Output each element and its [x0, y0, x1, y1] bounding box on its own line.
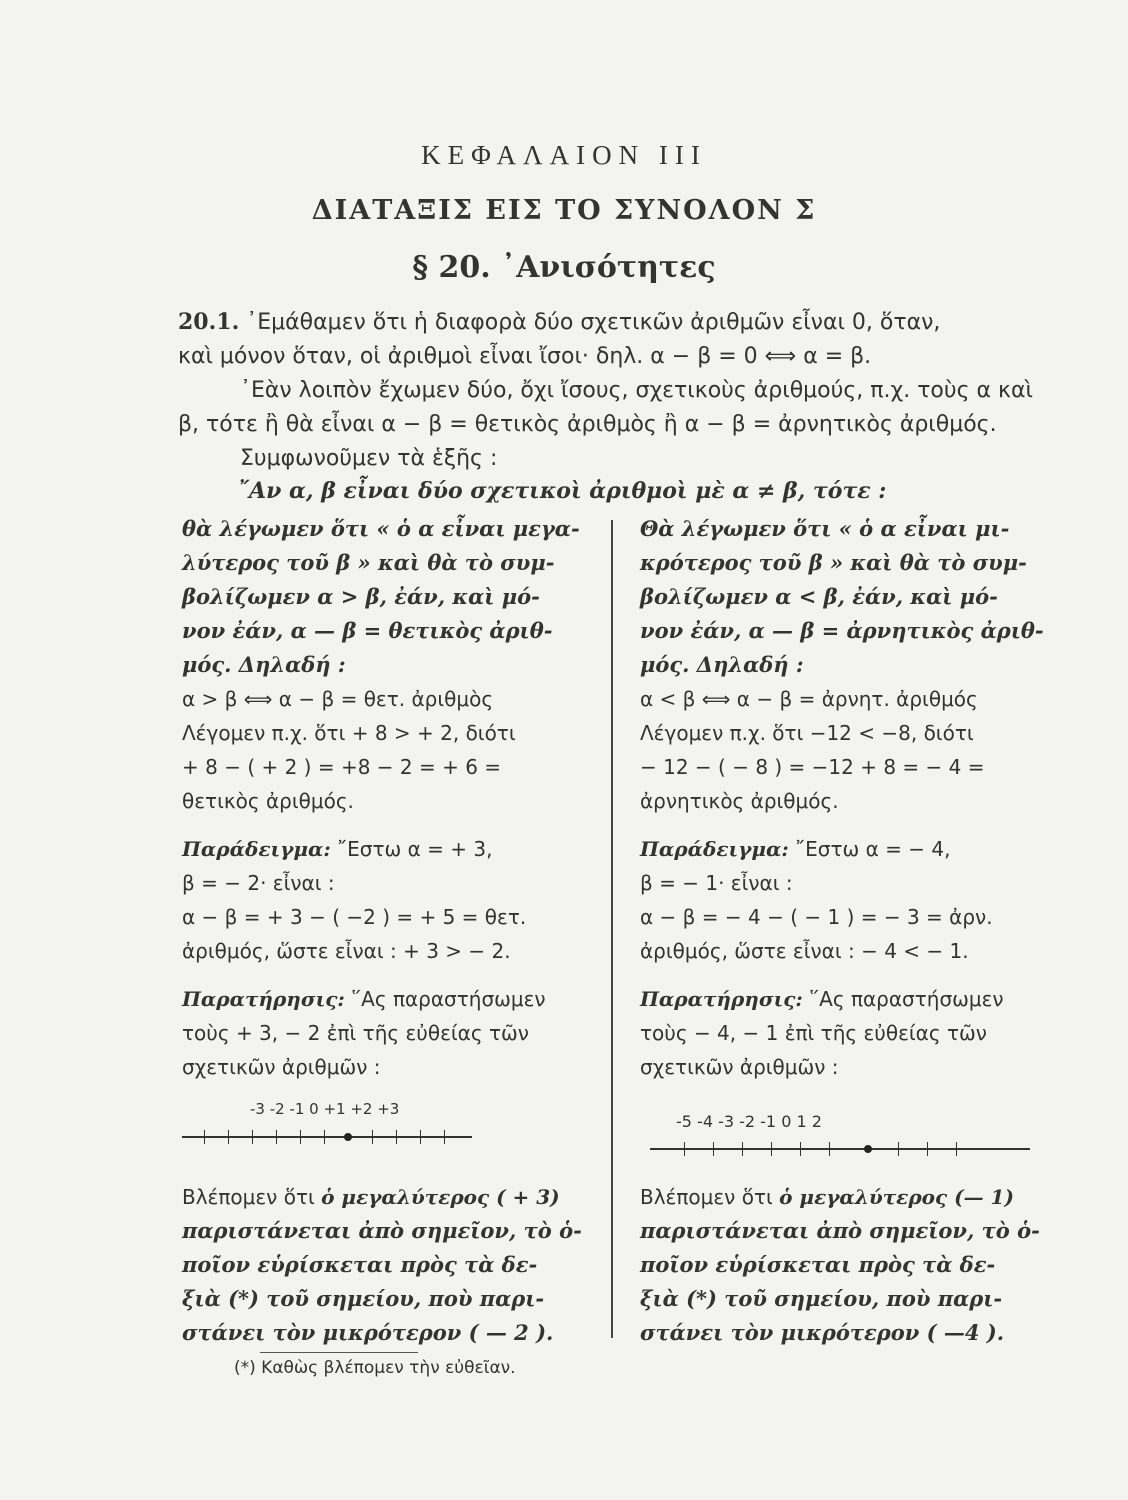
tick	[396, 1130, 397, 1144]
tick	[300, 1130, 301, 1144]
intro-line-3: ᾿Εὰν λοιπὸν ἔχωμεν δύο, ὄχι ἴσους, σχετικοὺς ἀριθμούς, π.χ. τοὺς α καὶ	[240, 378, 1033, 403]
footnote-rule	[260, 1352, 418, 1353]
right-example-4: ἀριθμός, ὥστε εἶναι : − 4 < − 1.	[640, 939, 969, 963]
left-conclusion	[182, 1180, 592, 1350]
right-observation-1	[640, 982, 1050, 1016]
section-heading: § 20. ᾿Ανισότητες	[412, 250, 716, 285]
left-conclusion-3: ποῖον εὑρίσκεται πρὸς τὰ δε-	[182, 1252, 538, 1277]
tick	[713, 1142, 714, 1156]
left-def-5: μός. Δηλαδή :	[182, 652, 346, 677]
left-def-2: λύτερος τοῦ β » καὶ θὰ τὸ συμ-	[182, 550, 555, 575]
chapter-title: ΔΙΑΤΑΞΙΣ ΕΙΣ ΤΟ ΣΥΝΟΛΟΝ Σ	[311, 195, 817, 226]
right-conclusion-1	[640, 1180, 1050, 1214]
tick	[276, 1130, 277, 1144]
right-def-3: βολίζωμεν α < β, ἐάν, καὶ μό-	[640, 584, 998, 609]
lead-sentence: ῎Αν α, β εἶναι δύο σχετικοὶ ἀριθμοὶ μὲ α ≠ β, τότε :	[238, 478, 887, 504]
left-observation-1-text: ῞Ας παραστήσωμεν	[344, 987, 546, 1011]
left-eq-3: + 8 − ( + 2 ) = +8 − 2 = + 6 =	[182, 755, 502, 779]
tick	[898, 1142, 899, 1156]
left-conclusion-1	[182, 1180, 592, 1214]
column-divider	[611, 520, 613, 1338]
right-number-line-axis	[650, 1148, 1030, 1150]
left-conclusion-4: ξιὰ (*) τοῦ σημείου, ποὺ παρι-	[182, 1286, 545, 1311]
left-column	[182, 512, 592, 1084]
left-example-1	[182, 832, 592, 866]
right-eq-4: ἀρνητικὸς ἀριθμός.	[640, 789, 839, 813]
left-number-line	[182, 1100, 472, 1150]
chapter-heading: ΚΕΦΑΛΑΙΟΝ III	[421, 140, 707, 170]
tick	[252, 1130, 253, 1144]
right-conclusion-1a: Βλέπομεν ὅτι	[640, 1185, 780, 1209]
right-example-3: α − β = − 4 − ( − 1 ) = − 3 = ἀρν.	[640, 905, 993, 929]
left-observation-1	[182, 982, 592, 1016]
left-observation-3: σχετικῶν ἀριθμῶν :	[182, 1055, 381, 1079]
right-def-4: νον ἐάν, α — β = ἀρνητικὸς ἀριθ-	[640, 618, 1044, 643]
intro-line-2: καὶ μόνον ὅταν, οἱ ἀριθμοὶ εἶναι ἴσοι· δηλ. α − β = 0 ⟺ α = β.	[178, 344, 872, 369]
left-number-line-axis	[182, 1136, 472, 1138]
left-example-3: α − β = + 3 − ( −2 ) = + 5 = θετ.	[182, 905, 527, 929]
right-eq-3: − 12 − ( − 8 ) = −12 + 8 = − 4 =	[640, 755, 985, 779]
intro-line-5: Συμφωνοῦμεν τὰ ἑξῆς :	[240, 446, 498, 471]
left-eq-1: α > β ⟺ α − β = θετ. ἀριθμὸς	[182, 687, 494, 711]
left-example-4: ἀριθμός, ὥστε εἶναι : + 3 > − 2.	[182, 939, 511, 963]
tick	[684, 1142, 685, 1156]
right-observation-3: σχετικῶν ἀριθμῶν :	[640, 1055, 839, 1079]
right-example-2: β = − 1· εἶναι :	[640, 871, 793, 895]
right-column	[640, 512, 1050, 1084]
right-conclusion-5: στάνει τὸν μικρότερον ( —4 ).	[640, 1320, 1005, 1345]
zero-point-dot	[344, 1133, 352, 1141]
footnote: (*) Καθὼς βλέπομεν τὴν εὐθεῖαν.	[234, 1358, 516, 1378]
left-def-3: βολίζωμεν α > β, ἐάν, καὶ μό-	[182, 584, 540, 609]
right-def-2: κρότερος τοῦ β » καὶ θὰ τὸ συμ-	[640, 550, 1027, 575]
right-observation-1-text: ῞Ας παραστήσωμεν	[802, 987, 1004, 1011]
left-example-2: β = − 2· εἶναι :	[182, 871, 335, 895]
left-observation-label: Παρατήρησις:	[182, 987, 345, 1011]
left-eq-4: θετικὸς ἀριθμός.	[182, 789, 354, 813]
right-eq-1: α < β ⟺ α − β = ἀρνητ. ἀριθμός	[640, 687, 978, 711]
tick	[420, 1130, 421, 1144]
left-conclusion-1b: ὁ μεγαλύτερος ( + 3)	[321, 1185, 560, 1209]
left-number-line-labels: -3 -2 -1 0 +1 +2 +3	[250, 1100, 400, 1118]
left-example-label: Παράδειγμα:	[182, 837, 331, 861]
right-number-line	[650, 1112, 1030, 1162]
intro-line-1	[178, 305, 1042, 340]
tick	[829, 1142, 830, 1156]
left-def-4: νον ἐάν, α — β = θετικὸς ἀριθ-	[182, 618, 553, 643]
tick	[771, 1142, 772, 1156]
tick	[742, 1142, 743, 1156]
intro-paragraph	[178, 305, 1042, 476]
right-example-1-text: ῎Εστω α = − 4,	[788, 837, 951, 861]
right-observation-label: Παρατήρησις:	[640, 987, 803, 1011]
right-observation-2: τοὺς − 4, − 1 ἐπὶ τῆς εὐθείας τῶν	[640, 1021, 987, 1045]
right-conclusion-2: παριστάνεται ἀπὸ σημεῖον, τὸ ὁ-	[640, 1218, 1040, 1243]
left-conclusion-2: παριστάνεται ἀπὸ σημεῖον, τὸ ὁ-	[182, 1218, 582, 1243]
right-conclusion-3: ποῖον εὑρίσκεται πρὸς τὰ δε-	[640, 1252, 996, 1277]
right-eq-2: Λέγομεν π.χ. ὅτι −12 < −8, διότι	[640, 721, 974, 745]
tick	[228, 1130, 229, 1144]
right-conclusion	[640, 1180, 1050, 1350]
tick	[956, 1142, 957, 1156]
tick	[927, 1142, 928, 1156]
left-eq-2: Λέγομεν π.χ. ὅτι + 8 > + 2, διότι	[182, 721, 516, 745]
tick	[204, 1130, 205, 1144]
right-number-line-labels: -5 -4 -3 -2 -1 0 1 2	[676, 1112, 822, 1131]
left-conclusion-5: στάνει τὸν μικρότερον ( — 2 ).	[182, 1320, 554, 1345]
tick	[324, 1130, 325, 1144]
tick	[800, 1142, 801, 1156]
right-example-label: Παράδειγμα:	[640, 837, 789, 861]
right-def-1: Θὰ λέγωμεν ὅτι « ὁ α εἶναι μι-	[640, 516, 1010, 541]
tick	[444, 1130, 445, 1144]
left-example-1-text: ῎Εστω α = + 3,	[330, 837, 493, 861]
tick	[372, 1130, 373, 1144]
left-conclusion-1a: Βλέπομεν ὅτι	[182, 1185, 322, 1209]
right-conclusion-1b: ὁ μεγαλύτερος (— 1)	[779, 1185, 1014, 1209]
right-conclusion-4: ξιὰ (*) τοῦ σημείου, ποὺ παρι-	[640, 1286, 1003, 1311]
intro-line-1-text: ᾿Εμάθαμεν ὅτι ἡ διαφορὰ δύο σχετικῶν ἀριθμῶν εἶναι 0, ὅταν,	[239, 310, 941, 335]
paragraph-number: 20.1.	[178, 309, 240, 335]
right-def-5: μός. Δηλαδή :	[640, 652, 804, 677]
left-def-1: θὰ λέγωμεν ὅτι « ὁ α εἶναι μεγα-	[182, 516, 580, 541]
left-observation-2: τοὺς + 3, − 2 ἐπὶ τῆς εὐθείας τῶν	[182, 1021, 529, 1045]
zero-point-dot	[864, 1145, 872, 1153]
intro-line-4: β, τότε ἢ θὰ εἶναι α − β = θετικὸς ἀριθμὸς ἢ α − β = ἀρνητικὸς ἀριθμός.	[178, 412, 997, 437]
right-example-1	[640, 832, 1050, 866]
